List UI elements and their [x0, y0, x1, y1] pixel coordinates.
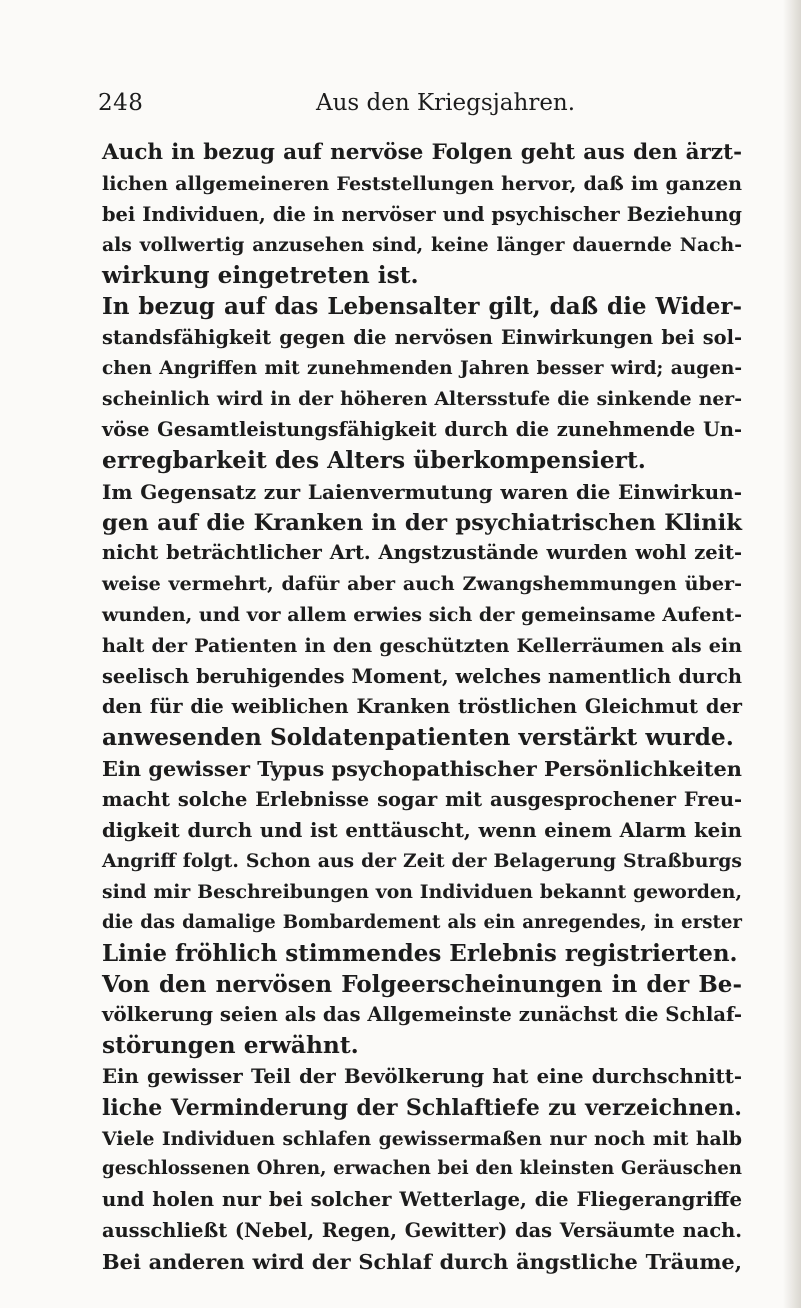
text-line: die das damalige Bombardement als ein anregendes, in erster	[102, 911, 742, 933]
page-number: 248	[98, 90, 144, 116]
page-edge-shadow	[783, 0, 801, 1308]
text-line: geschlossenen Ohren, erwachen bei den kleinsten Geräuschen	[102, 1158, 742, 1180]
text-line: bei Individuen, die in nervöser und psychischer Beziehung	[102, 202, 742, 226]
body-text	[102, 138, 742, 1277]
text-line: und holen nur bei solcher Wetterlage, die Fliegerangriffe	[102, 1188, 742, 1212]
text-line: seelisch beruhigendes Moment, welches namentlich durch	[102, 664, 742, 688]
text-line: standsfähigkeit gegen die nervösen Einwirkungen bei sol-	[102, 325, 742, 349]
text-line: als vollwertig anzusehen sind, keine länger dauernde Nach-	[102, 234, 742, 257]
text-line: Ein gewisser Typus psychopathischer Persönlichkeiten	[102, 755, 742, 781]
text-line: völkerung seien als das Allgemeinste zunächst die Schlaf-	[102, 1003, 742, 1027]
text-line: Auch in bezug auf nervöse Folgen geht aus den ärzt-	[102, 140, 742, 165]
text-line: halt der Patienten in den geschützten Kellerräumen als ein	[102, 633, 742, 657]
text-line: gen auf die Kranken in der psychiatrischen Klinik	[102, 509, 742, 536]
text-line: ausschließt (Nebel, Regen, Gewitter) das Versäumte nach.	[102, 1218, 742, 1242]
text-line: Bei anderen wird der Schlaf durch ängstliche Träume,	[102, 1248, 742, 1274]
text-line: anwesenden Soldatenpatienten verstärkt wurde.	[102, 724, 734, 752]
text-line: Ein gewisser Teil der Bevölkerung hat eine durchschnitt-	[102, 1064, 742, 1088]
text-line: sind mir Beschreibungen von Individuen bekannt geworden,	[102, 881, 742, 904]
text-line: erregbarkeit des Alters überkompensiert.	[102, 446, 646, 474]
text-line: störungen erwähnt.	[102, 1032, 359, 1060]
text-line: lichen allgemeineren Feststellungen hervor, daß im ganzen	[102, 171, 742, 195]
text-line: liche Verminderung der Schlaftiefe zu verzeichnen.	[102, 1094, 742, 1121]
page-header	[98, 90, 738, 120]
running-head: Aus den Kriegsjahren.	[316, 90, 576, 116]
text-line: digkeit durch und ist enttäuscht, wenn einem Alarm kein	[102, 818, 742, 842]
text-line: Im Gegensatz zur Laienvermutung waren die Einwirkun-	[102, 479, 742, 504]
text-line: weise vermehrt, dafür aber auch Zwangshemmungen über-	[102, 572, 742, 596]
text-line: macht solche Erlebnisse sogar mit ausgesprochener Freu-	[102, 787, 742, 811]
text-line: Angriff folgt. Schon aus der Zeit der Belagerung Straßburgs	[102, 850, 742, 873]
text-line: Linie fröhlich stimmendes Erlebnis registrierten.	[102, 939, 738, 967]
text-line: den für die weiblichen Kranken tröstlichen Gleichmut der	[102, 695, 742, 719]
text-line: scheinlich wird in der höheren Altersstufe die sinkende ner-	[102, 388, 742, 411]
text-line: wunden, und vor allem erwies sich der gemeinsame Aufent-	[102, 602, 742, 626]
text-line: Von den nervösen Folgeerscheinungen in der Be-	[102, 970, 742, 998]
text-line: wirkung eingetreten ist.	[102, 262, 419, 290]
text-line: In bezug auf das Lebensalter gilt, daß die Wider-	[102, 292, 742, 320]
text-line: nicht beträchtlicher Art. Angstzustände wurden wohl zeit-	[102, 541, 742, 565]
text-line: chen Angriffen mit zunehmenden Jahren besser wird; augen-	[102, 357, 742, 379]
text-line: vöse Gesamtleistungsfähigkeit durch die zunehmende Un-	[102, 418, 742, 442]
text-line: Viele Individuen schlafen gewissermaßen nur noch mit halb	[102, 1127, 742, 1150]
